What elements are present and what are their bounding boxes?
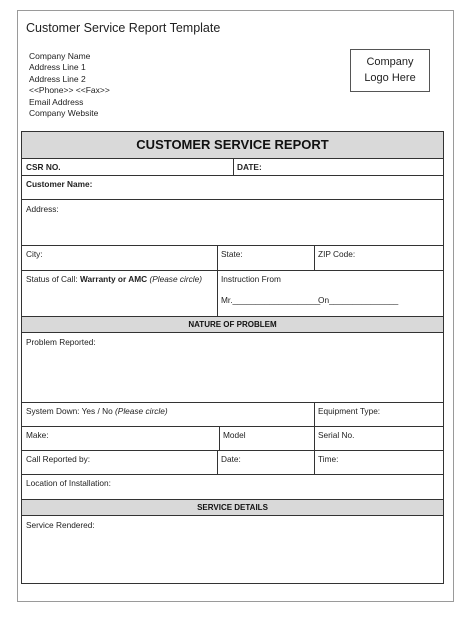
form-title: CUSTOMER SERVICE REPORT bbox=[22, 132, 443, 158]
instruction-from-label: Instruction From bbox=[221, 274, 281, 284]
make-label: Make: bbox=[26, 430, 49, 440]
model-label: Model bbox=[223, 430, 246, 440]
col-divider bbox=[217, 245, 218, 270]
row-divider bbox=[22, 474, 443, 475]
call-reported-by-label: Call Reported by: bbox=[26, 454, 91, 464]
nature-of-problem-title: NATURE OF PROBLEM bbox=[22, 317, 443, 332]
address-line-1: Address Line 1 bbox=[29, 62, 86, 73]
status-of-call-label: Status of Call: bbox=[26, 274, 78, 284]
row-divider bbox=[22, 245, 443, 246]
email-address: Email Address bbox=[29, 96, 84, 107]
service-details-title: SERVICE DETAILS bbox=[22, 500, 443, 515]
time-label: Time: bbox=[318, 454, 339, 464]
col-divider bbox=[219, 426, 220, 450]
zip-code-label: ZIP Code: bbox=[318, 249, 356, 259]
please-circle-note: (Please circle) bbox=[149, 274, 202, 284]
city-label: City: bbox=[26, 249, 43, 259]
service-report-form bbox=[21, 131, 444, 584]
col-divider bbox=[314, 426, 315, 450]
col-divider bbox=[314, 402, 315, 426]
mr-line: Mr.___________________ bbox=[221, 295, 321, 305]
location-of-installation-label: Location of Installation: bbox=[26, 478, 111, 488]
row-divider bbox=[22, 199, 443, 200]
col-divider bbox=[314, 245, 315, 270]
col-divider bbox=[217, 450, 218, 474]
row-divider bbox=[22, 515, 443, 516]
company-name: Company Name bbox=[29, 51, 91, 61]
csr-no-label: CSR NO. bbox=[26, 162, 61, 172]
on-line: On_______________ bbox=[318, 295, 399, 305]
row-divider bbox=[22, 332, 443, 333]
status-of-call-field bbox=[26, 274, 202, 284]
row-divider bbox=[22, 450, 443, 451]
service-rendered-label: Service Rendered: bbox=[26, 520, 95, 530]
status-options: Warranty or AMC bbox=[79, 274, 148, 284]
equipment-type-label: Equipment Type: bbox=[318, 406, 381, 416]
phone-fax: <<Phone>> <<Fax>> bbox=[29, 85, 110, 96]
col-divider bbox=[233, 158, 234, 175]
row-divider bbox=[22, 426, 443, 427]
please-circle-note: (Please circle) bbox=[115, 406, 168, 416]
logo-line-2: Logo Here bbox=[364, 72, 416, 84]
date-label: DATE: bbox=[237, 162, 262, 172]
date-field-label: Date: bbox=[221, 454, 241, 464]
document-title: Customer Service Report Template bbox=[26, 21, 221, 35]
company-logo-placeholder bbox=[350, 49, 430, 92]
row-divider bbox=[22, 175, 443, 176]
problem-reported-label: Problem Reported: bbox=[26, 337, 96, 347]
system-down-field bbox=[26, 406, 168, 416]
row-divider bbox=[22, 270, 443, 271]
system-down-label: System Down: Yes / No bbox=[26, 406, 113, 416]
col-divider bbox=[314, 450, 315, 474]
address-label: Address: bbox=[26, 204, 59, 214]
row-divider bbox=[22, 402, 443, 403]
company-website: Company Website bbox=[29, 108, 99, 119]
logo-line-1: Company bbox=[366, 56, 414, 68]
company-address-block bbox=[29, 51, 110, 119]
address-line-2: Address Line 2 bbox=[29, 73, 86, 84]
col-divider bbox=[217, 270, 218, 316]
customer-name-label: Customer Name: bbox=[26, 179, 93, 189]
state-label: State: bbox=[221, 249, 243, 259]
serial-no-label: Serial No. bbox=[318, 430, 355, 440]
